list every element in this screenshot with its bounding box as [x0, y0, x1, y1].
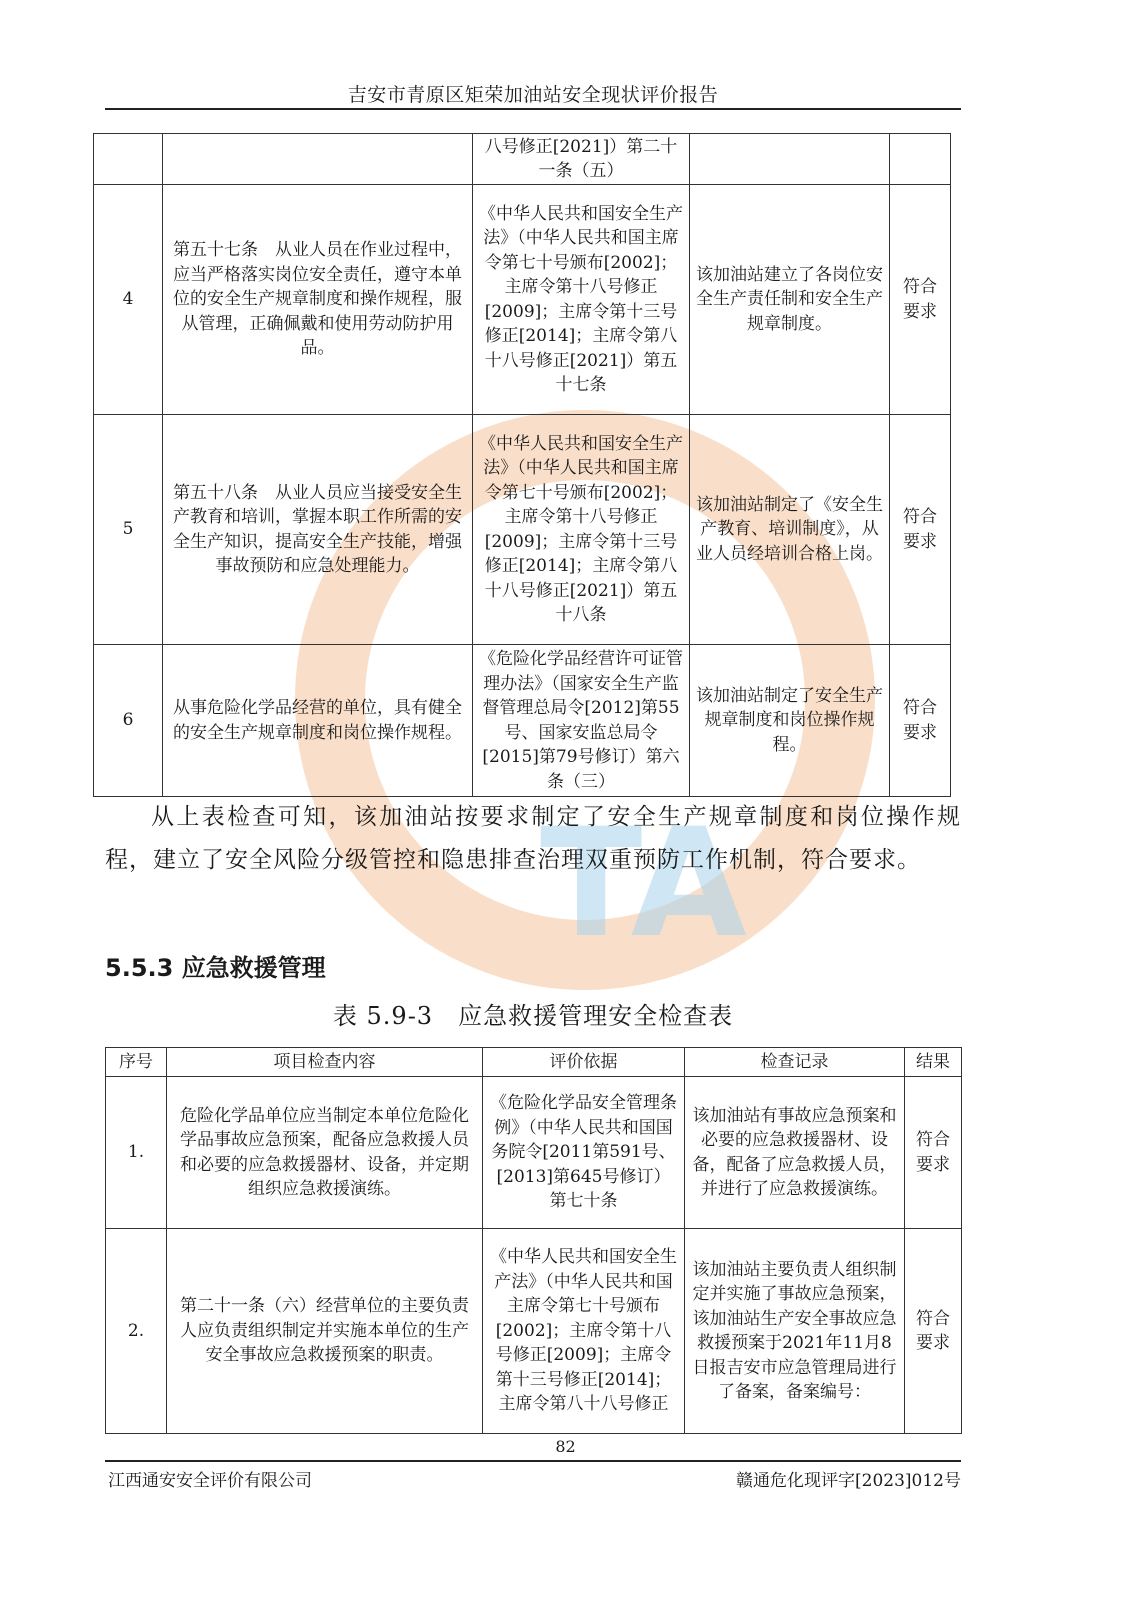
- row-number: 1.: [106, 1077, 167, 1229]
- check-result: 符合要求: [905, 1229, 962, 1434]
- row-number: 5: [94, 415, 163, 645]
- table-row: [94, 185, 951, 415]
- safety-checklist-table-continued: [93, 133, 951, 797]
- table-caption: 表 5.9-3 应急救援管理安全检查表: [332, 1002, 734, 1030]
- section-heading: 5.5.3 应急救援管理: [105, 954, 326, 982]
- svg-text:TA: TA: [540, 797, 747, 971]
- check-content: 危险化学品单位应当制定本单位危险化学品事故应急预案，配备应急救援人员和必要的应急救援器材、设备，并定期组织应急救援演练。: [167, 1077, 483, 1229]
- table-row: [106, 1077, 962, 1229]
- column-header: 结果: [905, 1048, 962, 1077]
- evaluation-basis: 《危险化学品安全管理条例》（中华人民共和国国务院令[2011第591号、[2013]第645号修订）第七十条: [483, 1077, 685, 1229]
- column-header: 序号: [106, 1048, 167, 1077]
- evaluation-basis: 《中华人民共和国安全生产法》（中华人民共和国主席令第七十号颁布[2002]；主席令第十八号修正[2009]；主席令第十三号修正[2014]；主席令第八十八号修正: [483, 1229, 685, 1434]
- row-number: 6: [94, 645, 163, 797]
- page-number: 82: [555, 1437, 576, 1456]
- check-result: 符合要求: [890, 415, 951, 645]
- check-record: 该加油站制定了《安全生产教育、培训制度》，从业人员经培训合格上岗。: [690, 415, 890, 645]
- check-result: 符合要求: [905, 1077, 962, 1229]
- column-header: 检查记录: [685, 1048, 905, 1077]
- evaluation-basis: 《中华人民共和国安全生产法》（中华人民共和国主席令第七十号颁布[2002]；主席令第十八号修正[2009]；主席令第十三号修正[2014]；主席令第八十八号修正[2021]）第五十七条: [473, 185, 690, 415]
- evaluation-basis: 《危险化学品经营许可证管理办法》（国家安全生产监督管理总局令[2012]第55号、国家安监总局令[2015]第79号修订）第六条（三）: [473, 645, 690, 797]
- footer-rule: [105, 1460, 961, 1462]
- table-header-row: [106, 1048, 962, 1077]
- evaluation-basis: 《中华人民共和国安全生产法》（中华人民共和国主席令第七十号颁布[2002]；主席令第十八号修正[2009]；主席令第十三号修正[2014]；主席令第八十八号修正[2021]）第五十八条: [473, 415, 690, 645]
- footer-report-number: 赣通危化现评字[2023]012号: [736, 1471, 961, 1491]
- check-result: 符合要求: [890, 185, 951, 415]
- row-number: 2.: [106, 1229, 167, 1434]
- check-record: 该加油站建立了各岗位安全生产责任制和安全生产规章制度。: [690, 185, 890, 415]
- table-row: [106, 1229, 962, 1434]
- emergency-rescue-checklist-table: [105, 1047, 962, 1434]
- check-content: 从事危险化学品经营的单位，具有健全的安全生产规章制度和岗位操作规程。: [163, 645, 473, 797]
- check-record: [690, 134, 890, 185]
- row-number: 4: [94, 185, 163, 415]
- evaluation-basis: 八号修正[2021]）第二十一条（五）: [473, 134, 690, 185]
- check-content: 第五十七条 从业人员在作业过程中，应当严格落实岗位安全责任，遵守本单位的安全生产规章制度和操作规程，服从管理，正确佩戴和使用劳动防护用品。: [163, 185, 473, 415]
- check-record: 该加油站主要负责人组织制定并实施了事故应急预案，该加油站生产安全事故应急救援预案于2021年11月8日报吉安市应急管理局进行了备案，备案编号：: [685, 1229, 905, 1434]
- row-number: [94, 134, 163, 185]
- table-row: [94, 645, 951, 797]
- conclusion-paragraph: 从上表检查可知，该加油站按要求制定了安全生产规章制度和岗位操作规程，建立了安全风险分级管控和隐患排查治理双重预防工作机制，符合要求。: [105, 804, 961, 873]
- column-header: 评价依据: [483, 1048, 685, 1077]
- document-header-title: 吉安市青原区矩荣加油站安全现状评价报告: [347, 84, 719, 106]
- column-header: 项目检查内容: [167, 1048, 483, 1077]
- check-content: 第五十八条 从业人员应当接受安全生产教育和培训，掌握本职工作所需的安全生产知识，提高安全生产技能，增强事故预防和应急处理能力。: [163, 415, 473, 645]
- footer-company-name: 江西通安安全评价有限公司: [108, 1471, 312, 1491]
- check-content: [163, 134, 473, 185]
- header-rule: [105, 108, 961, 110]
- check-result: [890, 134, 951, 185]
- check-record: 该加油站有事故应急预案和必要的应急救援器材、设备，配备了应急救援人员，并进行了应急救援演练。: [685, 1077, 905, 1229]
- check-record: 该加油站制定了安全生产规章制度和岗位操作规程。: [690, 645, 890, 797]
- check-content: 第二十一条（六）经营单位的主要负责人应负责组织制定并实施本单位的生产安全事故应急救援预案的职责。: [167, 1229, 483, 1434]
- table-row: [94, 134, 951, 185]
- check-result: 符合要求: [890, 645, 951, 797]
- table-row: [94, 415, 951, 645]
